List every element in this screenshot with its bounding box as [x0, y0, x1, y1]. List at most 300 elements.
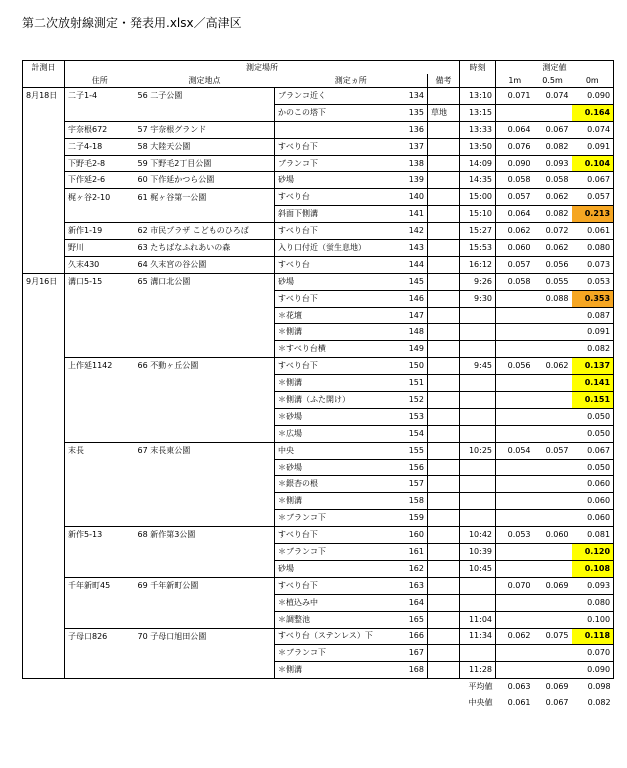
- address-cell: [65, 510, 135, 527]
- time-cell: 15:00: [460, 189, 496, 206]
- time-cell: 10:42: [460, 527, 496, 544]
- table-row: [23, 290, 614, 307]
- time-cell: 10:39: [460, 544, 496, 561]
- time-cell: 10:25: [460, 442, 496, 459]
- value-1m-cell: [496, 510, 534, 527]
- spot-cell: ＊ブランコ下: [275, 544, 398, 561]
- site-cell: [135, 594, 275, 611]
- spot-number-cell: 152: [398, 392, 428, 409]
- date-cell: [23, 510, 65, 527]
- value-1m-cell: [496, 594, 534, 611]
- date-cell: [23, 611, 65, 628]
- spot-cell: 砂場: [275, 273, 398, 290]
- table-row: [23, 628, 614, 645]
- spot-cell: ブランコ下: [275, 155, 398, 172]
- spot-number-cell: 157: [398, 476, 428, 493]
- table-row: [23, 459, 614, 476]
- value-1m-cell: 0.060: [496, 240, 534, 257]
- time-cell: 9:30: [460, 290, 496, 307]
- spot-cell: ＊すべり台横: [275, 341, 398, 358]
- time-cell: [460, 645, 496, 662]
- spot-cell: 斜面下側溝: [275, 206, 398, 223]
- site-cell: [135, 662, 275, 679]
- note-cell: [428, 560, 460, 577]
- spot-cell: ＊側溝: [275, 493, 398, 510]
- value-05m-cell: [534, 611, 572, 628]
- address-cell: 梶ヶ谷2-10: [68, 192, 111, 202]
- table-row: [23, 307, 614, 324]
- time-cell: [460, 307, 496, 324]
- spot-number-cell: 145: [398, 273, 428, 290]
- value-1m-cell: 0.076: [496, 138, 534, 155]
- spot-cell: すべり台下: [275, 358, 398, 375]
- date-cell: [23, 577, 65, 594]
- table-row: [23, 645, 614, 662]
- spot-number-cell: 139: [398, 172, 428, 189]
- value-1m-cell: 0.064: [496, 206, 534, 223]
- value-0m-cell: 0.067: [572, 442, 614, 459]
- address-cell: [65, 392, 135, 409]
- time-cell: 10:45: [460, 560, 496, 577]
- site-cell: [135, 392, 275, 409]
- note-cell: [428, 408, 460, 425]
- spot-cell: すべり台: [275, 189, 398, 206]
- spot-cell: ＊側溝: [275, 375, 398, 392]
- time-cell: 11:34: [460, 628, 496, 645]
- value-0m-cell: 0.060: [572, 476, 614, 493]
- date-cell: [23, 104, 65, 121]
- address-cell: 下野毛2-8: [65, 155, 135, 172]
- date-cell: [23, 324, 65, 341]
- value-05m-cell: [534, 104, 572, 121]
- note-cell: [428, 206, 460, 223]
- time-cell: [460, 476, 496, 493]
- value-05m-cell: 0.055: [534, 273, 572, 290]
- table-row: [23, 172, 614, 189]
- value-0m-cell: 0.120: [572, 544, 614, 561]
- time-cell: 9:26: [460, 273, 496, 290]
- spot-number-cell: 140: [398, 189, 428, 206]
- date-cell: 8月18日: [23, 88, 65, 105]
- date-cell: [23, 256, 65, 273]
- average-1m: 0.063: [496, 679, 534, 695]
- header-spot: 測定ヵ所: [275, 74, 428, 88]
- spot-number-cell: 164: [398, 594, 428, 611]
- site-cell: [135, 425, 275, 442]
- table-row: [23, 256, 614, 273]
- table-row: [23, 662, 614, 679]
- value-1m-cell: [496, 341, 534, 358]
- time-cell: 13:50: [460, 138, 496, 155]
- site-cell: 58 大陸天公園: [135, 138, 275, 155]
- date-cell: [23, 459, 65, 476]
- value-1m-cell: 0.062: [496, 223, 534, 240]
- value-0m-cell: 0.087: [572, 307, 614, 324]
- spot-cell: すべり台下: [275, 138, 398, 155]
- value-0m-cell: 0.073: [572, 256, 614, 273]
- value-0m-cell: 0.080: [572, 594, 614, 611]
- value-05m-cell: [534, 594, 572, 611]
- spot-cell: すべり台下: [275, 577, 398, 594]
- spot-number-cell: 155: [398, 442, 428, 459]
- site-cell: [135, 290, 275, 307]
- site-cell: 68 新作第3公園: [137, 530, 196, 540]
- table-row: [23, 577, 614, 594]
- value-0m-cell: 0.074: [572, 121, 614, 138]
- date-cell: [23, 240, 65, 257]
- spot-number-cell: 143: [398, 240, 428, 257]
- value-05m-cell: 0.067: [534, 121, 572, 138]
- value-1m-cell: [496, 104, 534, 121]
- value-0m-cell: 0.093: [572, 577, 614, 594]
- header-1m: 1m: [496, 74, 534, 88]
- site-cell: 59 下野毛2丁目公園: [135, 155, 275, 172]
- address-cell: [65, 375, 135, 392]
- site-cell: [135, 459, 275, 476]
- value-1m-cell: [496, 611, 534, 628]
- site-cell: 64 久末宮の谷公園: [135, 256, 275, 273]
- value-1m-cell: [496, 392, 534, 409]
- value-0m-cell: 0.050: [572, 425, 614, 442]
- value-05m-cell: [534, 341, 572, 358]
- address-cell: [65, 341, 135, 358]
- spot-number-cell: 135: [398, 104, 428, 121]
- value-1m-cell: [496, 425, 534, 442]
- site-cell: [135, 408, 275, 425]
- header-row-2: [23, 74, 614, 88]
- date-cell: [23, 544, 65, 561]
- date-cell: [23, 476, 65, 493]
- site-cell: 63 たちばなふれあいの森: [135, 240, 275, 257]
- date-cell: [23, 206, 65, 223]
- time-cell: [460, 425, 496, 442]
- value-05m-cell: [534, 476, 572, 493]
- date-cell: [23, 408, 65, 425]
- value-1m-cell: [496, 560, 534, 577]
- note-cell: [428, 442, 460, 459]
- spot-cell: すべり台下: [275, 527, 398, 544]
- site-cell: [135, 307, 275, 324]
- header-date: 計測日: [23, 61, 65, 75]
- site-cell: 57 宇奈根グランド: [135, 121, 275, 138]
- address-cell: [65, 408, 135, 425]
- value-1m-cell: 0.070: [496, 577, 534, 594]
- spot-cell: かのこの塔下: [275, 104, 398, 121]
- median-0m: 0.082: [587, 698, 611, 707]
- spot-number-cell: 144: [398, 256, 428, 273]
- note-cell: [428, 240, 460, 257]
- table-row: [23, 611, 614, 628]
- note-cell: [428, 256, 460, 273]
- spot-number-cell: 163: [398, 577, 428, 594]
- value-05m-cell: 0.056: [534, 256, 572, 273]
- header-0m: 0m: [572, 74, 614, 88]
- value-0m-cell: 0.050: [572, 459, 614, 476]
- time-cell: 15:27: [460, 223, 496, 240]
- header-row-1: [23, 61, 614, 75]
- value-05m-cell: [534, 408, 572, 425]
- address-cell: [65, 290, 135, 307]
- time-cell: 13:33: [460, 121, 496, 138]
- note-cell: [428, 273, 460, 290]
- time-cell: [460, 408, 496, 425]
- table-row: [23, 273, 614, 290]
- date-cell: [23, 138, 65, 155]
- value-05m-cell: 0.069: [534, 577, 572, 594]
- table-row: [23, 527, 614, 544]
- value-1m-cell: 0.090: [496, 155, 534, 172]
- spot-cell: ＊砂場: [275, 408, 398, 425]
- value-0m-cell: 0.060: [572, 493, 614, 510]
- site-cell: [135, 476, 275, 493]
- spot-cell: 砂場: [275, 172, 398, 189]
- average-05m: 0.069: [534, 679, 572, 695]
- spot-cell: 中央: [275, 442, 398, 459]
- note-cell: [428, 527, 460, 544]
- table-row: [23, 510, 614, 527]
- note-cell: [428, 341, 460, 358]
- value-1m-cell: [496, 307, 534, 324]
- value-05m-cell: 0.057: [534, 442, 572, 459]
- address-cell: [65, 662, 135, 679]
- time-cell: 13:10: [460, 88, 496, 105]
- time-cell: [460, 493, 496, 510]
- average-row: [23, 679, 614, 695]
- address-cell: 千年新町45: [68, 581, 111, 591]
- note-cell: [428, 88, 460, 105]
- value-0m-cell: 0.090: [572, 88, 614, 105]
- address-cell: 溝口5-15: [68, 276, 103, 286]
- note-cell: [428, 121, 460, 138]
- spot-number-cell: 134: [398, 88, 428, 105]
- value-0m-cell: 0.104: [572, 155, 614, 172]
- spot-number-cell: 166: [398, 628, 428, 645]
- note-cell: 草地: [428, 104, 460, 121]
- site-cell: 61 梶ヶ谷第一公園: [137, 192, 207, 202]
- time-cell: 14:09: [460, 155, 496, 172]
- site-cell: [135, 324, 275, 341]
- value-05m-cell: 0.062: [534, 358, 572, 375]
- note-cell: [428, 290, 460, 307]
- site-cell: [135, 104, 275, 121]
- measurement-table: [22, 60, 614, 711]
- address-cell: 野川: [65, 240, 135, 257]
- value-0m-cell: 0.060: [572, 510, 614, 527]
- value-05m-cell: 0.058: [534, 172, 572, 189]
- address-cell: [65, 560, 135, 577]
- value-1m-cell: 0.064: [496, 121, 534, 138]
- site-cell: [135, 611, 275, 628]
- address-cell: [65, 324, 135, 341]
- address-cell: [65, 307, 135, 324]
- note-cell: [428, 358, 460, 375]
- time-cell: [460, 577, 496, 594]
- note-cell: [428, 544, 460, 561]
- spot-number-cell: 158: [398, 493, 428, 510]
- time-cell: [460, 324, 496, 341]
- address-cell: 新作1-19: [65, 223, 135, 240]
- table-row: [23, 223, 614, 240]
- spot-number-cell: 167: [398, 645, 428, 662]
- date-cell: [23, 341, 65, 358]
- value-0m-cell: 0.091: [572, 324, 614, 341]
- spot-number-cell: 160: [398, 527, 428, 544]
- date-cell: [23, 223, 65, 240]
- spot-number-cell: 162: [398, 560, 428, 577]
- spot-number-cell: 142: [398, 223, 428, 240]
- value-1m-cell: 0.058: [496, 172, 534, 189]
- site-cell: [135, 341, 275, 358]
- date-cell: [23, 307, 65, 324]
- value-0m-cell: 0.141: [572, 375, 614, 392]
- note-cell: [428, 324, 460, 341]
- value-1m-cell: 0.062: [496, 628, 534, 645]
- value-05m-cell: 0.062: [534, 240, 572, 257]
- spot-cell: 入り口付近（蛍生息地）: [275, 240, 398, 257]
- site-cell: 62 市民プラザ こどものひろば: [135, 223, 275, 240]
- note-cell: [428, 392, 460, 409]
- note-cell: [428, 138, 460, 155]
- site-cell: 66 不動ヶ丘公園: [137, 361, 199, 371]
- value-1m-cell: [496, 375, 534, 392]
- value-0m-cell: 0.090: [572, 662, 614, 679]
- value-05m-cell: 0.060: [534, 527, 572, 544]
- address-cell: 宇奈根672: [65, 121, 135, 138]
- spot-number-cell: 165: [398, 611, 428, 628]
- value-05m-cell: [534, 510, 572, 527]
- value-0m-cell: 0.050: [572, 408, 614, 425]
- value-1m-cell: 0.057: [496, 256, 534, 273]
- header-05m: 0.5m: [534, 74, 572, 88]
- spot-cell: 砂場: [275, 560, 398, 577]
- table-row: [23, 155, 614, 172]
- value-05m-cell: 0.062: [534, 189, 572, 206]
- spot-cell: ＊側溝: [275, 662, 398, 679]
- table-row: [23, 240, 614, 257]
- time-cell: [460, 375, 496, 392]
- spot-number-cell: 146: [398, 290, 428, 307]
- date-cell: [23, 594, 65, 611]
- table-row: [23, 594, 614, 611]
- site-cell: [135, 645, 275, 662]
- table-row: [23, 358, 614, 375]
- table-row: [23, 206, 614, 223]
- note-cell: [428, 375, 460, 392]
- date-cell: [23, 121, 65, 138]
- note-cell: [428, 645, 460, 662]
- value-05m-cell: 0.074: [534, 88, 572, 105]
- address-cell: [65, 544, 135, 561]
- address-cell: [65, 594, 135, 611]
- site-cell: [135, 493, 275, 510]
- median-row: [23, 695, 614, 711]
- value-05m-cell: 0.075: [534, 628, 572, 645]
- value-1m-cell: [496, 645, 534, 662]
- spot-number-cell: 161: [398, 544, 428, 561]
- date-cell: [23, 375, 65, 392]
- address-cell: [65, 459, 135, 476]
- note-cell: [428, 189, 460, 206]
- table-row: [23, 544, 614, 561]
- value-1m-cell: [496, 493, 534, 510]
- table-row: [23, 425, 614, 442]
- value-0m-cell: 0.053: [572, 273, 614, 290]
- spot-cell: ＊植込み中: [275, 594, 398, 611]
- address-cell: [65, 645, 135, 662]
- date-cell: [23, 358, 65, 375]
- value-1m-cell: 0.056: [496, 358, 534, 375]
- value-0m-cell: 0.080: [572, 240, 614, 257]
- spot-number-cell: 150: [398, 358, 428, 375]
- median-label: 中央値: [468, 698, 493, 707]
- note-cell: [428, 155, 460, 172]
- value-1m-cell: 0.071: [496, 88, 534, 105]
- address-cell: [65, 206, 135, 223]
- spot-cell: すべり台: [275, 256, 398, 273]
- value-0m-cell: 0.108: [572, 560, 614, 577]
- average-0m: 0.098: [572, 679, 614, 695]
- value-1m-cell: 0.054: [496, 442, 534, 459]
- spot-number-cell: 147: [398, 307, 428, 324]
- value-05m-cell: 0.093: [534, 155, 572, 172]
- spot-cell: ＊側溝（ふた開け）: [275, 392, 398, 409]
- table-row: [23, 104, 614, 121]
- note-cell: [428, 172, 460, 189]
- time-cell: [460, 510, 496, 527]
- table-row: [23, 324, 614, 341]
- site-cell: [135, 510, 275, 527]
- address-cell: 新作5-13: [68, 530, 103, 540]
- value-1m-cell: [496, 324, 534, 341]
- time-cell: 15:53: [460, 240, 496, 257]
- spot-cell: ＊調整池: [275, 611, 398, 628]
- address-cell: 上作延1142: [68, 361, 113, 371]
- value-1m-cell: 0.057: [496, 189, 534, 206]
- site-cell: 56 二子公園: [137, 91, 183, 101]
- site-cell: [135, 560, 275, 577]
- site-cell: 60 下作延かつら公園: [135, 172, 275, 189]
- spot-cell: ブランコ近く: [275, 88, 398, 105]
- value-05m-cell: [534, 324, 572, 341]
- value-0m-cell: 0.067: [572, 172, 614, 189]
- date-cell: 9月16日: [23, 273, 65, 290]
- value-0m-cell: 0.137: [572, 358, 614, 375]
- table-row: [23, 341, 614, 358]
- table-body: [23, 88, 614, 679]
- note-cell: [428, 307, 460, 324]
- date-cell: [23, 392, 65, 409]
- time-cell: 13:15: [460, 104, 496, 121]
- value-05m-cell: [534, 459, 572, 476]
- spot-number-cell: 136: [398, 121, 428, 138]
- date-cell: [23, 425, 65, 442]
- value-05m-cell: [534, 493, 572, 510]
- time-cell: [460, 594, 496, 611]
- time-cell: [460, 341, 496, 358]
- address-cell: 二子1-4: [68, 91, 98, 101]
- site-cell: 65 溝口北公園: [137, 276, 191, 286]
- note-cell: [428, 476, 460, 493]
- date-cell: [23, 172, 65, 189]
- spot-cell: ＊ブランコ下: [275, 645, 398, 662]
- median-1m: 0.061: [507, 698, 531, 707]
- value-1m-cell: 0.058: [496, 273, 534, 290]
- date-cell: [23, 662, 65, 679]
- note-cell: [428, 223, 460, 240]
- spot-cell: ＊ブランコ下: [275, 510, 398, 527]
- spot-number-cell: 151: [398, 375, 428, 392]
- spot-cell: ＊銀杏の根: [275, 476, 398, 493]
